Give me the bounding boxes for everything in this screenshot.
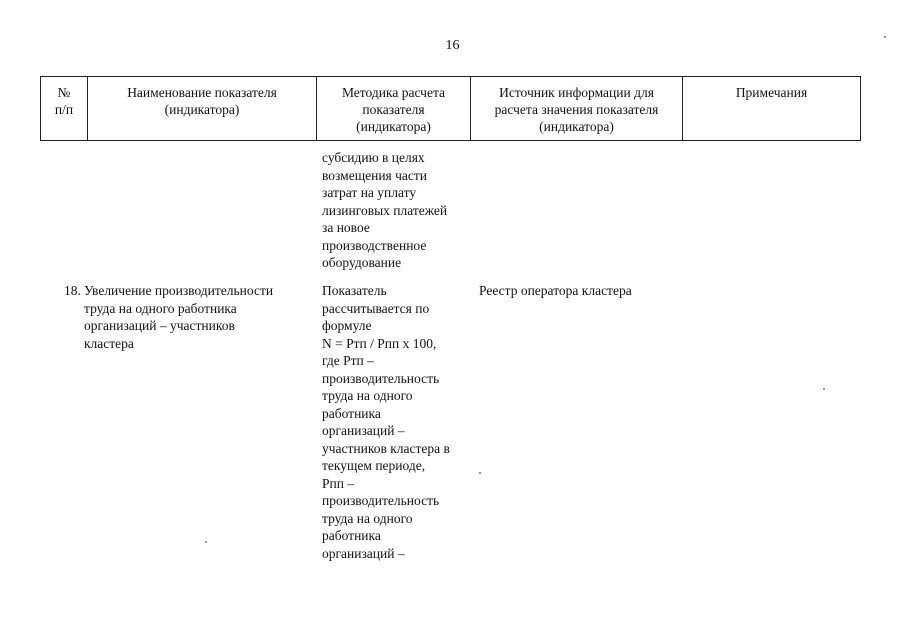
cell-line: за новое [322, 220, 370, 235]
cell-line: оборудование [322, 255, 402, 270]
continued-method-cell [322, 149, 447, 272]
cell-line: организаций – [322, 423, 405, 438]
cell-line: лизинговых платежей [322, 202, 448, 218]
scan-speck [823, 388, 825, 390]
header-indicator-name: Наименование показателя (индикатора) [88, 77, 317, 141]
cell-line: участников кластера в [322, 440, 450, 456]
cell-line: труда на одного [322, 388, 413, 403]
header-notes: Примечания [683, 77, 861, 141]
scan-speck [205, 541, 207, 543]
cell-line: формуле [322, 318, 372, 333]
cell-line: N = Ртп / Рпп х 100, [322, 335, 437, 351]
cell-line: организаций – участников [84, 318, 235, 333]
cell-line: Показатель [322, 283, 387, 298]
table-header-row [41, 77, 861, 141]
cell-line: производительность [322, 493, 440, 508]
cell-line: работника [322, 528, 381, 543]
cell-line: организаций – [322, 545, 405, 561]
cell-line: Рпп – [322, 475, 355, 491]
cell-line: труда на одного [322, 510, 413, 526]
cell-line: производительность [322, 370, 440, 386]
header-information-source: Источник информации для расчета значения показателя (индикатора) [471, 77, 683, 141]
cell-line: труда на одного работника [84, 300, 237, 316]
scan-speck [884, 36, 886, 38]
page-number: 16 [445, 38, 460, 53]
indicators-table-header [40, 76, 861, 141]
cell-line: кластера [84, 335, 134, 351]
cell-line: Реестр оператора кластера [479, 283, 632, 298]
row-number: 18. [64, 283, 81, 298]
information-source-cell [479, 282, 632, 300]
scan-speck [479, 472, 481, 474]
cell-line: рассчитывается по [322, 300, 430, 316]
cell-line: текущем периоде, [322, 458, 426, 473]
indicator-name-cell [84, 282, 273, 352]
calculation-method-cell [322, 282, 450, 562]
cell-line: возмещения части [322, 167, 428, 183]
cell-line: производственное [322, 237, 427, 253]
cell-line: работника [322, 405, 381, 421]
cell-line: затрат на уплату [322, 185, 417, 200]
header-calculation-method: Методика расчета показателя (индикатора) [317, 77, 471, 141]
header-number: № п/п [41, 77, 88, 141]
cell-line: субсидию в целях [322, 150, 425, 165]
cell-line: где Ртп – [322, 353, 374, 368]
cell-line: Увеличение производительности [84, 283, 274, 298]
